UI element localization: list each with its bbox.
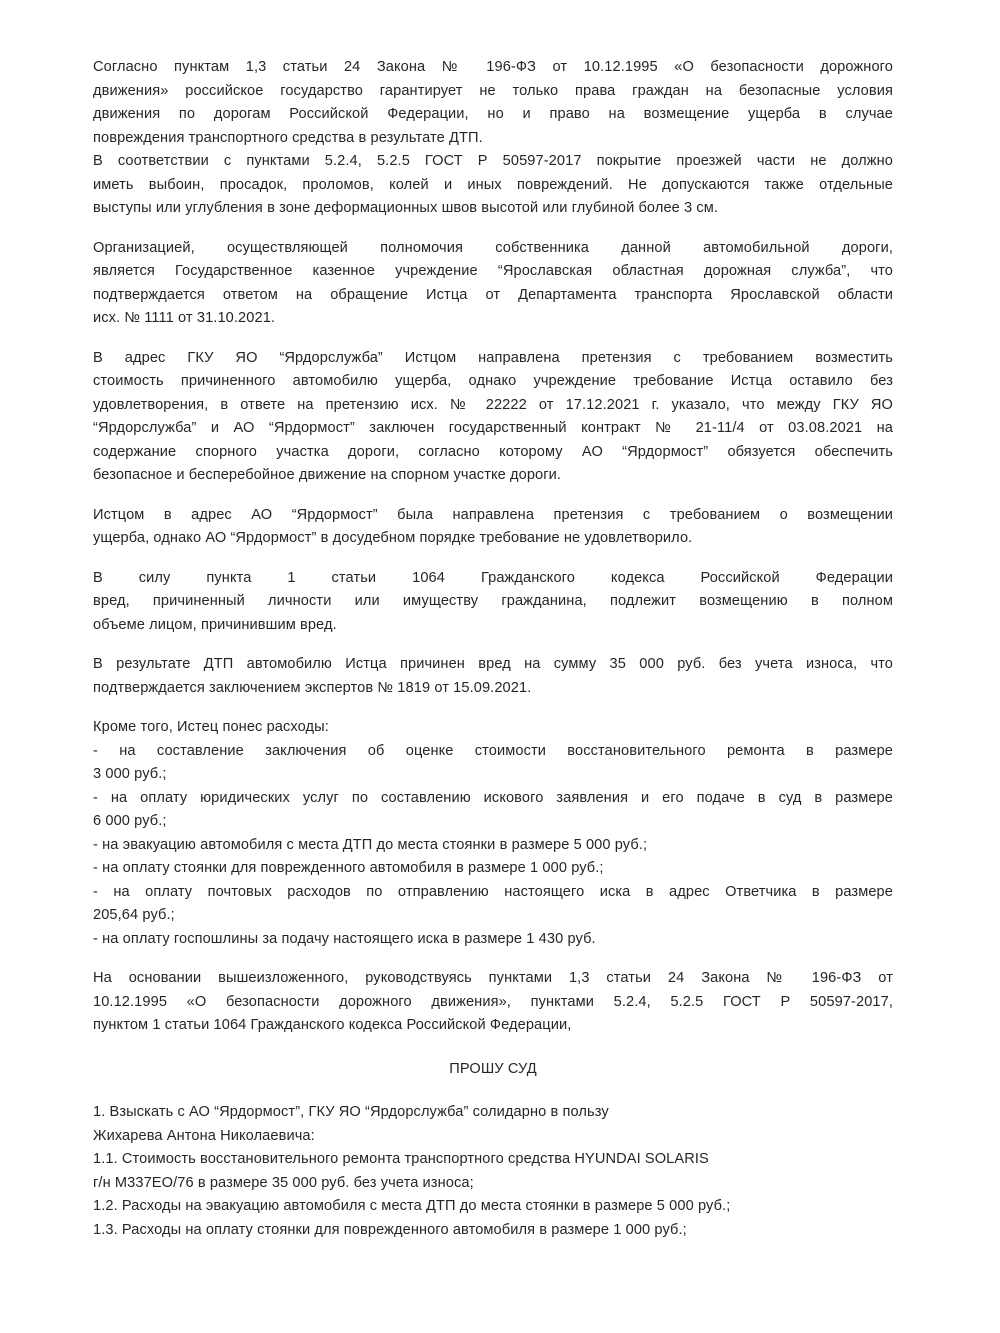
- para-pretension-gku: [93, 347, 893, 488]
- text-line: - на эвакуацию автомобиля с места ДТП до места стоянки в размере 5 000 руб.;: [93, 836, 648, 853]
- text-line: удовлетворения, в ответе на претензию исх. № 22222 от 17.12.2021 г. указало, что между ГКУ ЯО: [93, 396, 893, 413]
- text-line: 1. Взыскать с АО “Ярдормост”, ГКУ ЯО “Ярдорслужба” солидарно в пользу: [93, 1104, 609, 1120]
- text-line: Жихарева Антона Николаевича:: [93, 1127, 315, 1144]
- text-line: содержание спорного участка дороги, согласно которому АО “Ярдормост” обязуется обеспечить: [93, 443, 893, 460]
- text-line: стоимость причиненного автомобилю ущерба, однако учреждение требование Истца оставило без: [93, 373, 893, 389]
- para-legal-grounds: [93, 967, 893, 1038]
- document-body: [93, 56, 893, 1242]
- text-line: объеме лицом, причинившим вред.: [93, 616, 337, 633]
- text-line: пунктом 1 статьи 1064 Гражданского кодекса Российской Федерации,: [93, 1017, 572, 1033]
- heading-request-court: [93, 1058, 893, 1082]
- text-line: вред, причиненный личности или имуществу гражданина, подлежит возмещению в полном: [93, 593, 893, 609]
- para-damage-amount: [93, 653, 893, 700]
- text-line: - на составление заключения об оценке стоимости восстановительного ремонта в размере: [93, 742, 893, 759]
- text-line: 6 000 руб.;: [93, 813, 167, 829]
- text-line: 3 000 руб.;: [93, 766, 167, 782]
- text-line: - на оплату юридических услуг по составлению искового заявления и его подаче в суд в размере: [93, 789, 893, 806]
- text-line: 10.12.1995 «О безопасности дорожного движения», пунктами 5.2.4, 5.2.5 ГОСТ Р 50597-2017,: [93, 993, 893, 1010]
- text-line: ПРОШУ СУД: [449, 1060, 537, 1077]
- text-line: движения по дорогам Российской Федерации, но и право на возмещение ущерба в случае: [93, 106, 893, 122]
- text-line: подтверждается заключением экспертов № 1819 от 15.09.2021.: [93, 679, 532, 696]
- text-line: 205,64 руб.;: [93, 907, 175, 923]
- para-civil-code-1064: [93, 567, 893, 638]
- text-line: повреждения транспортного средства в результате ДТП.: [93, 129, 483, 146]
- text-line: - на оплату стоянки для поврежденного автомобиля в размере 1 000 руб.;: [93, 860, 604, 876]
- text-line: В адрес ГКУ ЯО “Ярдорслужба” Истцом направлена претензия с требованием возместить: [93, 349, 893, 366]
- para-expenses-list: [93, 716, 893, 951]
- text-line: 1.1. Стоимость восстановительного ремонта транспортного средства HYUNDAI SOLARIS: [93, 1151, 709, 1167]
- text-line: Кроме того, Истец понес расходы:: [93, 719, 329, 735]
- text-line: движения» российское государство гарантирует не только права граждан на безопасные условия: [93, 82, 893, 99]
- text-line: - на оплату почтовых расходов по отправлению настоящего иска в адрес Ответчика в размере: [93, 883, 893, 900]
- para-law-basis: [93, 56, 893, 221]
- text-line: ущерба, однако АО “Ярдормост” в досудебном порядке требование не удовлетворило.: [93, 530, 693, 546]
- para-road-owner: [93, 237, 893, 331]
- text-line: 1.2. Расходы на эвакуацию автомобиля с места ДТП до места стоянки в размере 5 000 руб.;: [93, 1198, 731, 1214]
- para-demands: [93, 1101, 893, 1242]
- text-line: Истцом в адрес АО “Ярдормост” была направлена претензия с требованием о возмещении: [93, 506, 893, 523]
- text-line: иметь выбоин, просадок, проломов, колей и иных повреждений. Не допускаются также отдельные: [93, 176, 893, 193]
- text-line: “Ярдорслужба” и АО “Ярдормост” заключен государственный контракт № 21-11/4 от 03.08.2021 на: [93, 420, 893, 436]
- text-line: Организацией, осуществляющей полномочия собственника данной автомобильной дороги,: [93, 239, 893, 256]
- text-line: безопасное и бесперебойное движение на спорном участке дороги.: [93, 467, 562, 483]
- text-line: исх. № 1111 от 31.10.2021.: [93, 310, 276, 326]
- text-line: выступы или углубления в зоне деформационных швов высотой или глубиной более 3 см.: [93, 200, 719, 216]
- text-line: г/н М337ЕО/76 в размере 35 000 руб. без учета износа;: [93, 1174, 474, 1191]
- text-line: На основании вышеизложенного, руководствуясь пунктами 1,3 статьи 24 Закона № 196-ФЗ от: [93, 970, 893, 986]
- text-line: 1.3. Расходы на оплату стоянки для поврежденного автомобиля в размере 1 000 руб.;: [93, 1221, 687, 1238]
- text-line: В результате ДТП автомобилю Истца причинен вред на сумму 35 000 руб. без учета износа, что: [93, 656, 893, 672]
- text-line: подтверждается ответом на обращение Истца от Департамента транспорта Ярославской области: [93, 286, 893, 303]
- text-line: Согласно пунктам 1,3 статьи 24 Закона № 196-ФЗ от 10.12.1995 «О безопасности дорожного: [93, 59, 893, 75]
- para-pretension-yardormost: [93, 504, 893, 551]
- text-line: - на оплату госпошлины за подачу настоящего иска в размере 1 430 руб.: [93, 930, 596, 947]
- text-line: В силу пункта 1 статьи 1064 Гражданского кодекса Российской Федерации: [93, 569, 893, 586]
- text-line: является Государственное казенное учреждение “Ярославская областная дорожная служба”, что: [93, 263, 893, 279]
- text-line: В соответствии с пунктами 5.2.4, 5.2.5 ГОСТ Р 50597-2017 покрытие проезжей части не должно: [93, 153, 893, 169]
